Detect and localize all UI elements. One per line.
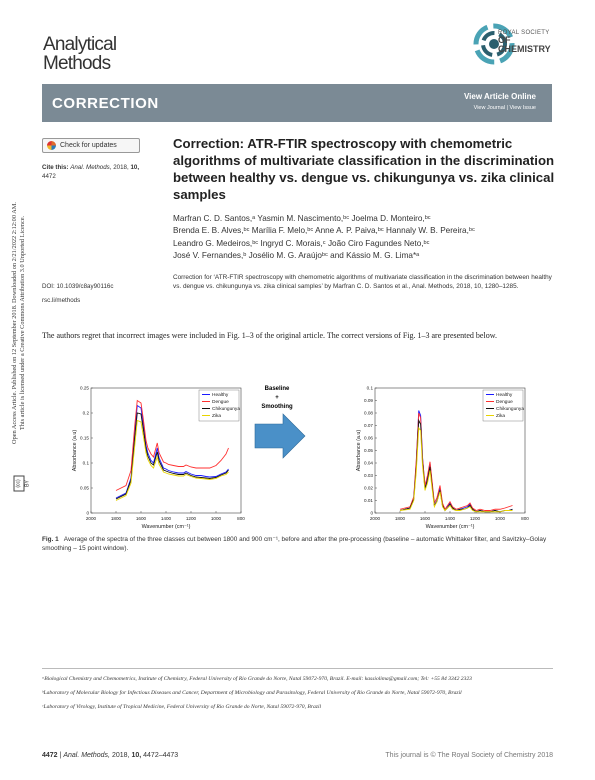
x-tick-label: 2000 (369, 516, 381, 521)
y-axis-label: Absorbance (a.u) (356, 429, 362, 472)
footer-journal: Anal. Methods, (63, 752, 111, 759)
citation-volume: 10, (130, 164, 140, 171)
y-tick-label: 0.03 (364, 473, 373, 479)
rsc-logo-text (498, 30, 551, 55)
footer-pages: 4472–4473 (143, 752, 179, 759)
view-journal-issue-links[interactable]: View Journal | View Issue (473, 105, 536, 111)
journal-name-line1: Analytical (43, 34, 117, 55)
footer-separator: | (59, 752, 62, 759)
cc-by-badge[interactable]: (cc) BY (14, 476, 25, 492)
arrow-label-baseline: Baseline (264, 386, 290, 392)
y-tick-label: 0.09 (364, 398, 373, 404)
footnote-divider (42, 668, 553, 669)
author-line: Leandro G. Medeiros,ᵇᶜ Ingryd C. Morais,ᶜ João Ciro Fagundes Neto,ᵇᶜ (173, 238, 430, 248)
arrow-label-plus: + (275, 395, 279, 401)
y-tick-label: 0.01 (364, 498, 373, 504)
open-access-line2[interactable]: This article is licensed under a Creative Commons Attribution 3.0 Unported Licence. (19, 215, 26, 431)
legend-entry: Zika (212, 414, 222, 419)
x-axis-label: Wavenumber (cm⁻¹) (425, 524, 475, 530)
website-link[interactable]: rsc.li/methods (42, 297, 81, 304)
rsc-logo-line1: ROYAL SOCIETY (498, 30, 550, 36)
figure-caption-text: Average of the spectra of the three classes cut between 1800 and 900 cm⁻¹, before and after the pre-processing (baseline – automatic Whittaker filter, and Savitzky–Golay smoothing – 15 point window). (42, 536, 547, 553)
x-tick-label: 800 (521, 516, 529, 521)
page-footer-copyright: This journal is © The Royal Society of Chemistry 2018 (385, 752, 553, 759)
citation-year: 2018, (113, 164, 129, 171)
article-type-banner (42, 84, 552, 122)
figure-caption-label: Fig. 1 (42, 536, 59, 543)
legend-entry: Chikungunya (496, 407, 525, 412)
legend-entry: Zika (496, 414, 506, 419)
author-line: Brenda E. B. Alves,ᵇᶜ Marília F. Melo,ᵇᶜ Anne A. P. Paiva,ᵇᶜ Hannaly W. B. Pereira,ᵇᶜ (173, 226, 475, 236)
check-for-updates-button[interactable] (42, 138, 140, 153)
y-tick-label: 0.1 (366, 385, 373, 391)
right-arrow-icon (255, 414, 305, 458)
preprocessing-arrow (255, 386, 305, 458)
citation-prefix: Cite this: (42, 164, 69, 171)
spectra-chart-after (356, 386, 529, 530)
citation: Cite this: Anal. Methods, 2018, 10, 4472 (42, 164, 140, 180)
article-title: Correction: ATR-FTIR spectroscopy with chemometric algorithms of multivariate classification in the discrimination between healthy vs. dengue vs. chikungunya vs. zika clinical samples (173, 136, 555, 202)
open-access-notice (4, 160, 34, 500)
x-tick-label: 1800 (394, 516, 406, 521)
y-tick-label: 0.04 (364, 460, 373, 466)
journal-name-line2: Methods (43, 53, 111, 74)
y-tick-label: 0.05 (364, 448, 373, 454)
affiliation-b: ᵇLaboratory of Molecular Biology for Infectious Diseases and Cancer, Department of Microbiology and Parasitology, Federal University of Rio Grande do Norte, Natal 59072-970, Brazil (42, 690, 462, 696)
y-tick-label: 0.05 (80, 485, 89, 491)
y-tick-label: 0.08 (364, 410, 373, 416)
check-for-updates-label: Check for updates (60, 142, 117, 149)
y-tick-label: 0.1 (82, 460, 89, 466)
page-footer-left (42, 752, 178, 759)
y-tick-label: 0.02 (364, 485, 373, 491)
y-tick-label: 0 (86, 510, 89, 516)
y-axis-label: Absorbance (a.u) (72, 429, 78, 472)
x-axis-label: Wavenumber (cm⁻¹) (141, 524, 191, 530)
footer-volume: 10, (131, 752, 142, 759)
arrow-label-smoothing: Smoothing (261, 404, 293, 410)
y-tick-label: 0 (370, 510, 373, 516)
y-tick-label: 0.2 (82, 410, 89, 416)
doi-link[interactable]: DOI: 10.1039/c8ay90116c (42, 283, 114, 290)
affiliation-c: ᶜLaboratory of Virology, Institute of Tropical Medicine, Federal University of Rio Grande do Norte, Natal 59072-970, Brazil (42, 704, 322, 710)
figure-caption (42, 535, 553, 553)
x-tick-label: 1200 (185, 516, 197, 521)
legend-entry: Dengue (212, 400, 229, 405)
page-number: 4472 (42, 752, 58, 759)
rsc-logo (470, 14, 550, 74)
footer-year: 2018, (111, 752, 130, 759)
y-tick-label: 0.25 (80, 385, 89, 391)
figure-1 (55, 380, 555, 540)
x-tick-label: 1400 (160, 516, 172, 521)
legend-entry: Dengue (496, 400, 513, 405)
x-tick-label: 1200 (469, 516, 481, 521)
x-tick-label: 1800 (110, 516, 122, 521)
y-tick-label: 0.06 (364, 435, 373, 441)
x-tick-label: 800 (237, 516, 245, 521)
crossmark-icon (47, 141, 56, 150)
correction-summary: Correction for ‘ATR-FTIR spectroscopy with chemometric algorithms of multivariate classification in the discrimination between healthy vs. dengue vs. chikungunya vs. zika clinical samples’ by Marfran C. D. Santos et al., Anal. Methods, 2018, 10, 1280–1285. (173, 274, 552, 290)
affiliations (42, 675, 553, 717)
author-line: José V. Fernandes,ᵇ Josélio M. G. Araújoᵇᶜ and Kássio M. G. Lima*ᵃ (173, 251, 420, 261)
author-list (173, 213, 553, 263)
legend-entry: Chikungunya (212, 407, 241, 412)
x-tick-label: 2000 (85, 516, 97, 521)
figure-1-svg (55, 380, 555, 540)
x-tick-label: 1600 (135, 516, 147, 521)
y-tick-label: 0.07 (364, 423, 373, 429)
affiliation-a: ᵃBiological Chemistry and Chemometrics, Institute of Chemistry, Federal University of Rio Grande do Norte, Natal 59072-970, Brazil. E-mail: kassiolima@gmail.com; Tel: +55 84 3342 2323 (42, 676, 472, 682)
spectra-chart-before (72, 386, 245, 530)
author-line: Marfran C. D. Santos,ᵃ Yasmin M. Nascimento,ᵇᶜ Joelma D. Monteiro,ᵇᶜ (173, 214, 431, 223)
article-type-label: CORRECTION (52, 95, 159, 112)
citation-journal: Anal. Methods (70, 164, 110, 171)
x-tick-label: 1000 (494, 516, 506, 521)
view-article-online-link[interactable]: View Article Online (463, 92, 536, 101)
legend-entry: Healthy (496, 393, 513, 398)
x-tick-label: 1400 (444, 516, 456, 521)
citation-pages: 4472 (42, 173, 56, 180)
legend-entry: Healthy (212, 393, 229, 398)
body-paragraph: The authors regret that incorrect images were included in Fig. 1–3 of the original article. The correct versions of Fig. 1–3 are presented below. (42, 331, 497, 340)
open-access-line1: Open Access Article. Published on 12 September 2018. Downloaded on 2/21/2022 2:12:00 AM. (11, 202, 18, 444)
x-tick-label: 1000 (210, 516, 222, 521)
journal-name (43, 35, 116, 73)
rsc-logo-line2: OF CHEMISTRY (498, 35, 551, 54)
y-tick-label: 0.15 (80, 435, 89, 441)
x-tick-label: 1600 (419, 516, 431, 521)
